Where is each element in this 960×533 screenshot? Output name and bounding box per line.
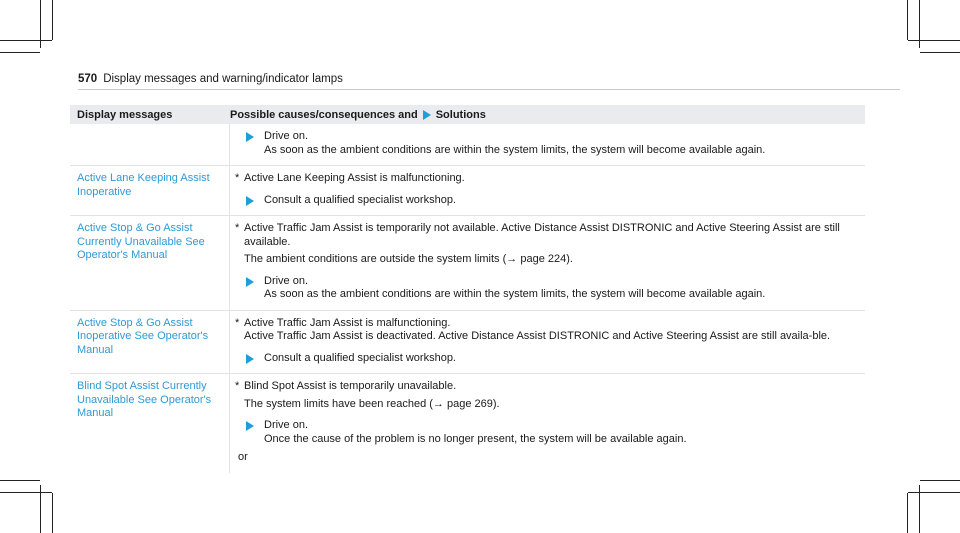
table-row bbox=[70, 311, 865, 375]
solution-step bbox=[232, 194, 857, 208]
header-rule bbox=[78, 89, 900, 90]
table-header bbox=[70, 105, 865, 124]
crop-mark bbox=[0, 492, 52, 493]
step-text: Consult a qualified specialist workshop. bbox=[264, 351, 456, 364]
page-title: Display messages and warning/indicator lamps bbox=[103, 73, 343, 85]
crop-mark bbox=[0, 52, 40, 53]
cause-cell bbox=[230, 166, 865, 215]
asterisk: * bbox=[235, 222, 240, 234]
step-text: Drive on. bbox=[264, 419, 309, 431]
page-ref-link[interactable]: page 269 bbox=[446, 397, 493, 410]
solution-step bbox=[232, 419, 857, 446]
solution-step bbox=[232, 130, 857, 157]
play-triangle-icon bbox=[246, 132, 254, 142]
crop-mark bbox=[920, 52, 960, 53]
step-text: Drive on. bbox=[264, 274, 309, 287]
cause-text: * Blind Spot Assist is temporarily unavailable. bbox=[235, 380, 457, 392]
play-triangle-icon bbox=[246, 196, 254, 206]
arrow-icon: → bbox=[432, 397, 444, 410]
crop-mark bbox=[52, 0, 53, 40]
cause-text: * Active Traffic Jam Assist is temporarily not available. Active Distance Assist DISTRONIC and Active Steering Assist are still available. bbox=[235, 222, 840, 248]
solution-step bbox=[232, 275, 857, 302]
cause-note: The ambient conditions are outside the system limits (→ page 224). bbox=[244, 253, 573, 265]
play-triangle-icon bbox=[246, 421, 254, 431]
page-ref-link[interactable]: page 224 bbox=[520, 253, 567, 265]
play-triangle-icon bbox=[423, 110, 431, 120]
step-text: Consult a qualified specialist workshop. bbox=[264, 193, 456, 206]
cause-cell bbox=[230, 216, 865, 310]
table-row bbox=[70, 124, 865, 166]
cause-note: Active Traffic Jam Assist is deactivated. Active Distance Assist DISTRONIC and Active Steering Assist are still availa-ble. bbox=[244, 330, 831, 342]
step-detail: As soon as the ambient conditions are within the system limits, the system will become available again. bbox=[264, 143, 766, 156]
crop-mark bbox=[0, 480, 40, 481]
cause-cell bbox=[230, 124, 865, 165]
page-number: 570 bbox=[78, 73, 98, 85]
or-text: or bbox=[238, 451, 248, 463]
crop-mark bbox=[0, 40, 52, 41]
step-text: Drive on. bbox=[264, 130, 309, 142]
message-cell: Blind Spot Assist Currently Unavailable See Operator's Manual bbox=[70, 374, 230, 473]
message-cell: Active Stop & Go Assist Inoperative See Operator's Manual bbox=[70, 311, 230, 374]
step-detail: Once the cause of the problem is no longer present, the system will be available again. bbox=[264, 432, 687, 445]
table-row bbox=[70, 216, 865, 311]
cause-text: * Active Lane Keeping Assist is malfunctioning. bbox=[235, 172, 465, 184]
play-triangle-icon bbox=[246, 277, 254, 287]
asterisk: * bbox=[235, 172, 240, 184]
crop-mark bbox=[907, 493, 908, 533]
messages-table bbox=[70, 105, 865, 473]
cause-cell bbox=[230, 311, 865, 374]
message-cell: Active Stop & Go Assist Currently Unavailable See Operator's Manual bbox=[70, 216, 230, 310]
crop-mark bbox=[908, 492, 960, 493]
crop-mark bbox=[52, 493, 53, 533]
col-header-causes-label: Possible causes/consequences and bbox=[230, 108, 418, 121]
arrow-icon: → bbox=[506, 253, 518, 265]
col-header-solutions-label: Solutions bbox=[435, 108, 486, 121]
page-header bbox=[78, 73, 343, 85]
table-row bbox=[70, 166, 865, 216]
crop-mark bbox=[907, 0, 908, 40]
cause-note: The system limits have been reached (→ page 269). bbox=[244, 397, 500, 410]
message-cell bbox=[70, 124, 230, 165]
cause-text: * Active Traffic Jam Assist is malfunctioning. bbox=[235, 316, 451, 329]
col-header-messages: Display messages bbox=[77, 108, 173, 121]
table-row bbox=[70, 374, 865, 473]
step-detail: As soon as the ambient conditions are within the system limits, the system will become available again. bbox=[264, 288, 766, 300]
cause-cell bbox=[230, 374, 865, 473]
message-cell: Active Lane Keeping Assist Inoperative bbox=[70, 166, 230, 215]
asterisk: * bbox=[235, 316, 240, 329]
solution-step bbox=[232, 352, 857, 366]
crop-mark bbox=[908, 40, 960, 41]
play-triangle-icon bbox=[246, 354, 254, 364]
crop-mark bbox=[920, 480, 960, 481]
col-header-causes bbox=[230, 109, 865, 121]
asterisk: * bbox=[235, 380, 240, 392]
